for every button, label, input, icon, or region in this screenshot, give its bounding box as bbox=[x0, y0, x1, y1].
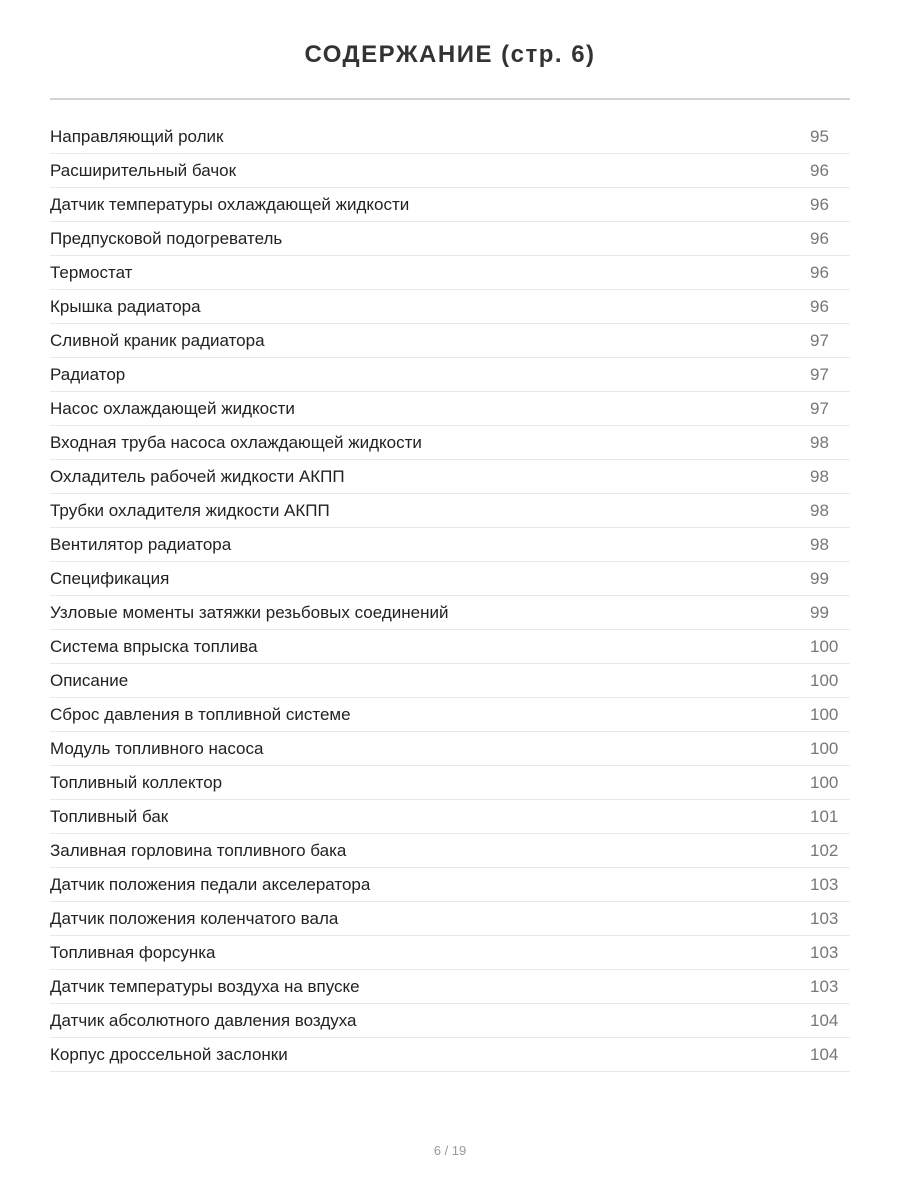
toc-entry-page-number: 96 bbox=[810, 228, 829, 248]
toc-entry[interactable] bbox=[50, 834, 850, 868]
toc-entry-page-number: 104 bbox=[810, 1044, 839, 1064]
toc-entry-title: Топливная форсунка bbox=[50, 942, 216, 962]
toc-entry[interactable] bbox=[50, 188, 850, 222]
toc-entry-page-number: 96 bbox=[810, 296, 829, 316]
toc-entry[interactable] bbox=[50, 902, 850, 936]
toc-entry[interactable] bbox=[50, 256, 850, 290]
toc-entry-title: Термостат bbox=[50, 262, 133, 282]
toc-entry[interactable] bbox=[50, 120, 850, 154]
toc-entry[interactable] bbox=[50, 698, 850, 732]
toc-entry[interactable] bbox=[50, 766, 850, 800]
toc-entry-title: Предпусковой подогреватель bbox=[50, 228, 283, 248]
title-divider bbox=[50, 98, 850, 100]
toc-entry[interactable] bbox=[50, 868, 850, 902]
toc-entry-page-number: 100 bbox=[810, 670, 839, 690]
toc-entry-title: Датчик абсолютного давления воздуха bbox=[50, 1010, 357, 1030]
toc-entry-title: Описание bbox=[50, 670, 129, 690]
toc-entry-title: Датчик положения педали акселератора bbox=[50, 874, 371, 894]
toc-entry-title: Заливная горловина топливного бака bbox=[50, 840, 347, 860]
toc-entry-title: Модуль топливного насоса bbox=[50, 738, 264, 758]
toc-list bbox=[50, 120, 850, 1072]
toc-entry[interactable] bbox=[50, 596, 850, 630]
toc-entry-page-number: 100 bbox=[810, 772, 839, 792]
toc-entry-title: Охладитель рабочей жидкости АКПП bbox=[50, 466, 345, 486]
toc-entry-title: Топливный коллектор bbox=[50, 772, 223, 792]
toc-entry-page-number: 97 bbox=[810, 330, 829, 350]
toc-entry-title: Топливный бак bbox=[50, 806, 169, 826]
toc-entry-title: Крышка радиатора bbox=[50, 296, 201, 316]
toc-entry-title: Датчик температуры воздуха на впуске bbox=[50, 976, 360, 996]
toc-entry-page-number: 99 bbox=[810, 602, 829, 622]
toc-entry-page-number: 103 bbox=[810, 874, 839, 894]
toc-entry-page-number: 98 bbox=[810, 432, 829, 452]
toc-entry-page-number: 104 bbox=[810, 1010, 839, 1030]
toc-entry-title: Сливной краник радиатора bbox=[50, 330, 265, 350]
toc-entry[interactable] bbox=[50, 154, 850, 188]
toc-entry[interactable] bbox=[50, 222, 850, 256]
toc-entry[interactable] bbox=[50, 494, 850, 528]
toc-entry-page-number: 96 bbox=[810, 262, 829, 282]
toc-entry[interactable] bbox=[50, 664, 850, 698]
toc-entry-title: Датчик положения коленчатого вала bbox=[50, 908, 339, 928]
toc-entry-page-number: 101 bbox=[810, 806, 839, 826]
toc-entry-page-number: 103 bbox=[810, 908, 839, 928]
toc-entry-page-number: 100 bbox=[810, 738, 839, 758]
toc-entry-title: Корпус дроссельной заслонки bbox=[50, 1044, 288, 1064]
toc-entry-page-number: 95 bbox=[810, 126, 829, 146]
toc-entry-title: Сброс давления в топливной системе bbox=[50, 704, 351, 724]
toc-entry-page-number: 98 bbox=[810, 466, 829, 486]
toc-entry[interactable] bbox=[50, 1038, 850, 1072]
toc-entry-page-number: 96 bbox=[810, 160, 829, 180]
toc-entry[interactable] bbox=[50, 324, 850, 358]
page-title: СОДЕРЖАНИЕ (стр. 6) bbox=[304, 41, 596, 68]
toc-entry-page-number: 102 bbox=[810, 840, 839, 860]
toc-entry-title: Расширительный бачок bbox=[50, 160, 237, 180]
toc-entry-title: Насос охлаждающей жидкости bbox=[50, 398, 295, 418]
toc-entry-title: Датчик температуры охлаждающей жидкости bbox=[50, 194, 410, 214]
toc-entry-page-number: 100 bbox=[810, 704, 839, 724]
toc-entry-page-number: 98 bbox=[810, 534, 829, 554]
toc-entry-title: Система впрыска топлива bbox=[50, 636, 258, 656]
toc-entry-title: Трубки охладителя жидкости АКПП bbox=[50, 500, 330, 520]
toc-entry[interactable] bbox=[50, 936, 850, 970]
toc-entry-page-number: 98 bbox=[810, 500, 829, 520]
toc-entry[interactable] bbox=[50, 528, 850, 562]
toc-entry-page-number: 97 bbox=[810, 364, 829, 384]
toc-entry-page-number: 103 bbox=[810, 942, 839, 962]
toc-entry-page-number: 99 bbox=[810, 568, 829, 588]
toc-entry-title: Направляющий ролик bbox=[50, 126, 224, 146]
toc-entry-title: Входная труба насоса охлаждающей жидкости bbox=[50, 432, 422, 452]
toc-entry-title: Спецификация bbox=[50, 568, 170, 588]
toc-entry-page-number: 103 bbox=[810, 976, 839, 996]
toc-entry[interactable] bbox=[50, 732, 850, 766]
toc-entry[interactable] bbox=[50, 970, 850, 1004]
toc-entry[interactable] bbox=[50, 800, 850, 834]
toc-entry[interactable] bbox=[50, 460, 850, 494]
toc-entry-title: Узловые моменты затяжки резьбовых соединений bbox=[50, 602, 449, 622]
toc-entry[interactable] bbox=[50, 358, 850, 392]
toc-entry-page-number: 96 bbox=[810, 194, 829, 214]
toc-entry[interactable] bbox=[50, 426, 850, 460]
toc-entry-title: Вентилятор радиатора bbox=[50, 534, 232, 554]
toc-entry[interactable] bbox=[50, 630, 850, 664]
toc-entry-page-number: 97 bbox=[810, 398, 829, 418]
toc-entry-page-number: 100 bbox=[810, 636, 839, 656]
page-pagination: 6 / 19 bbox=[433, 1143, 467, 1158]
toc-entry[interactable] bbox=[50, 290, 850, 324]
toc-entry[interactable] bbox=[50, 1004, 850, 1038]
toc-entry-title: Радиатор bbox=[50, 364, 126, 384]
toc-entry[interactable] bbox=[50, 562, 850, 596]
toc-entry[interactable] bbox=[50, 392, 850, 426]
